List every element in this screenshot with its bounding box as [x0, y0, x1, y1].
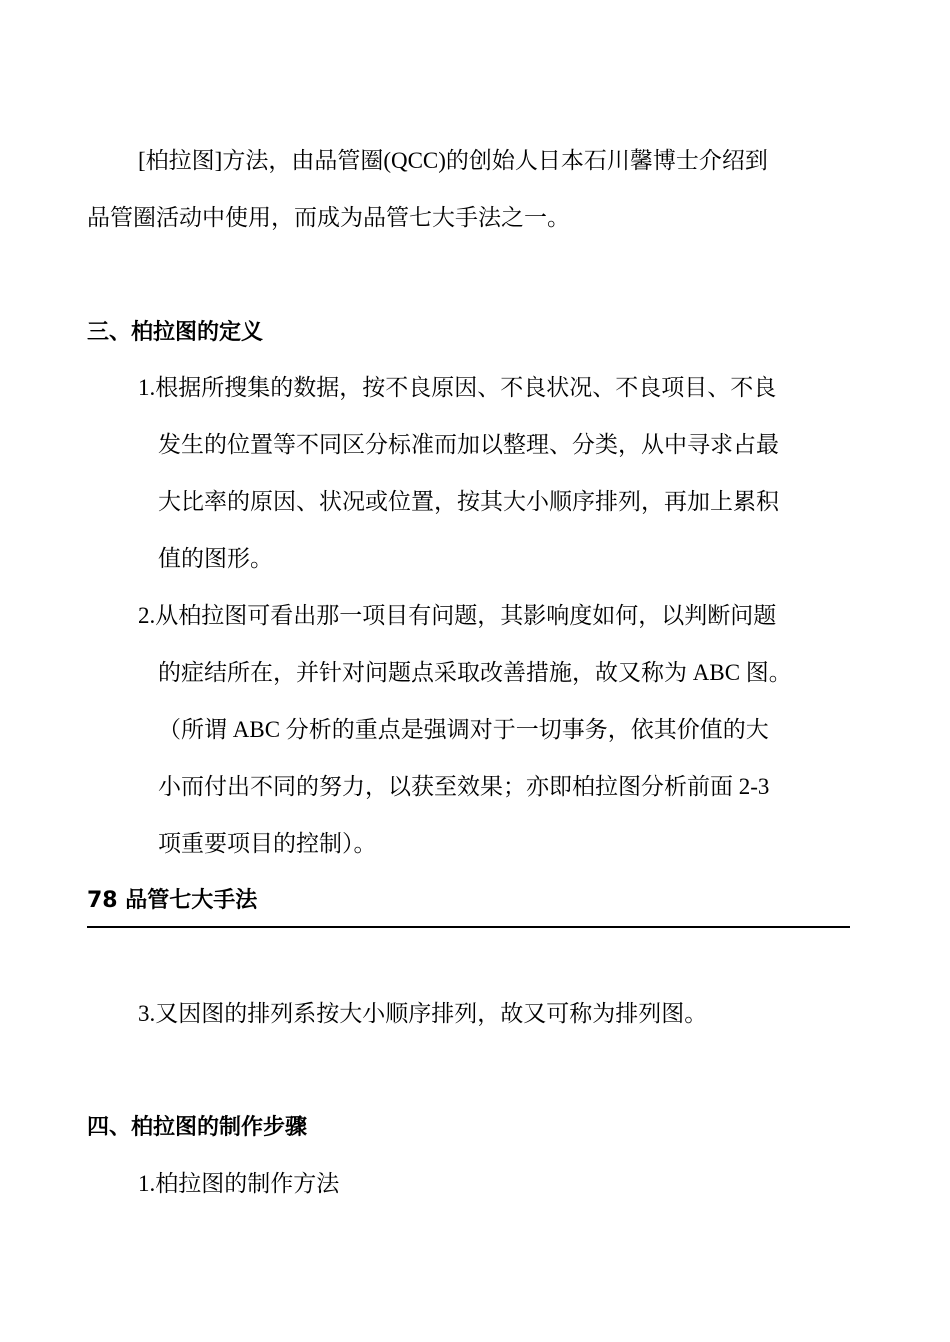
item-1-line-1	[138, 373, 776, 403]
item-1-line-3: 大比率的原因、状况或位置，按其大小顺序排列，再加上累积	[158, 489, 779, 514]
item-2-line-1	[138, 601, 776, 631]
intro-line-2: 品管圈活动中使用，而成为品管七大手法之一。	[87, 205, 570, 230]
item-3-number: 3.	[138, 1001, 156, 1026]
item-1-text-1: 根据所搜集的数据，按不良原因、不良状况、不良项目、不良	[155, 375, 777, 400]
section-4-heading: 四、柏拉图的制作步骤	[87, 1115, 308, 1140]
item-3-line	[138, 999, 707, 1029]
item-1-number: 1.	[138, 375, 156, 400]
page-header: 78 品管七大手法	[87, 888, 258, 913]
intro-line-1: [柏拉图]方法，由品管圈(QCC)的创始人日本石川馨博士介绍到	[138, 148, 768, 173]
item-2-line-5: 项重要项目的控制）。	[158, 831, 377, 856]
item-1-line-4: 值的图形。	[158, 546, 273, 571]
item-2-line-3: （所谓 ABC 分析的重点是强调对于一切事务，依其价值的大	[158, 717, 769, 742]
item-2-line-2: 的症结所在，并针对问题点采取改善措施，故又称为 ABC 图。	[158, 660, 792, 685]
item-3-text: 又因图的排列系按大小顺序排列，故又可称为排列图。	[155, 1001, 708, 1026]
section-4-item-1-number: 1.	[138, 1171, 156, 1196]
section-4-item-1	[138, 1169, 339, 1199]
section-4-item-1-text: 柏拉图的制作方法	[155, 1171, 340, 1196]
item-1-line-2: 发生的位置等不同区分标准而加以整理、分类，从中寻求占最	[158, 432, 779, 457]
item-2-number: 2.	[138, 603, 156, 628]
item-2-text-1: 从柏拉图可看出那一项目有问题，其影响度如何，以判断问题	[155, 603, 777, 628]
item-2-line-4: 小而付出不同的努力，以获至效果；亦即柏拉图分析前面 2-3	[158, 774, 770, 799]
section-3-heading: 三、柏拉图的定义	[87, 320, 264, 345]
header-rule	[87, 926, 850, 928]
